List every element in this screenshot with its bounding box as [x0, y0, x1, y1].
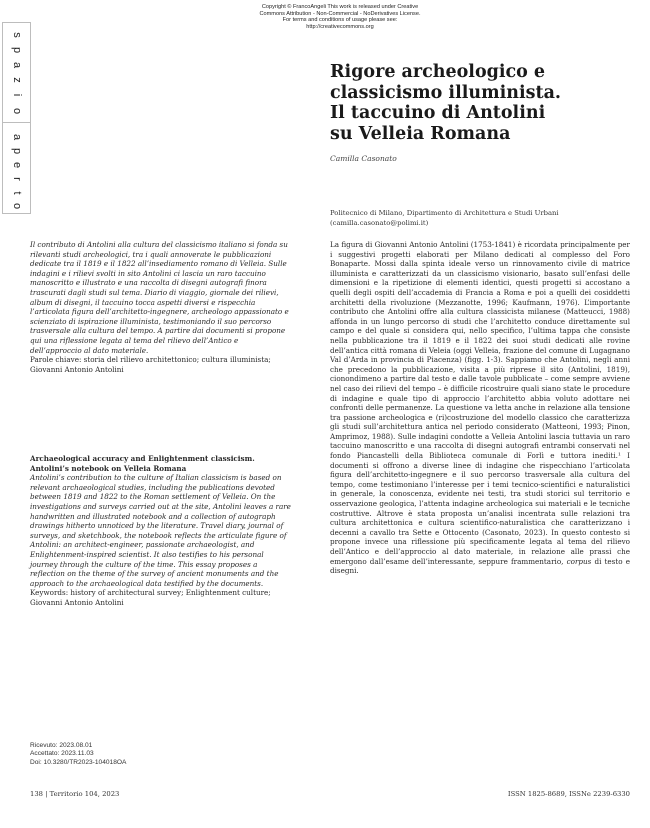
sidebar-letter: i: [11, 93, 23, 97]
sidebar-letter: a: [11, 133, 23, 141]
abstract-text: Antolini’s contribution to the culture of Italian classicism is based on relevant archaeological studies, including the publications devoted between 1819 and 1822 to the Roman settlement of Velleia. On the investigations and surveys carried out at the site, Antolini leaves a rare handwritten and illustrated notebook and a collection of autograph drawings hitherto unnoticed by the literature. Travel diary, journal of surveys, and sketchbook, the notebook reflects the articulate figure of Antolini: an architect-engineer, passionate archaeologist, and Enlightenment-inspired scientist. It also testifies to his personal journey through the culture of the time. This essay proposes a reflection on the theme of the survey of ancient monuments and the approach to the archaeological data testified by the documents.: [30, 473, 291, 588]
title-line: Rigore archeologico e: [330, 62, 546, 82]
abstract-italian: [30, 240, 292, 374]
copyright-line: Commons Attribution - Non-Commercial - NoDerivatives License.: [259, 10, 421, 17]
sidebar-letter: t: [11, 191, 23, 195]
received-date: Ricevuto: 2023.08.01: [30, 742, 93, 749]
abstract-keywords: Keywords: history of architectural survey; Enlightenment culture; Giovanni Antonio Antolini: [30, 588, 271, 607]
sidebar-letter: p: [11, 46, 23, 54]
affiliation-line: Politecnico di Milano, Dipartimento di Architettura e Studi Urbani: [330, 209, 559, 217]
author-name: Camilla Casonato: [330, 154, 397, 163]
title-line: su Velleia Romana: [330, 123, 511, 144]
copyright-notice: [250, 4, 430, 30]
body-text: [330, 240, 630, 576]
abstract-keywords: Parole chiave: storia del rilievo architettonico; cultura illuminista; Giovanni Antonio Antolini: [30, 355, 271, 374]
copyright-line: Copyright © FrancoAngeli This work is released under Creative: [261, 4, 419, 10]
sidebar-letter: z: [11, 77, 23, 83]
sidebar-letter: p: [11, 147, 23, 155]
body-end: di testo e disegni.: [330, 556, 631, 576]
copyright-line: For terms and conditions of usage please see:: [282, 17, 398, 23]
sidebar-letter: e: [11, 161, 23, 169]
body-italic-word: corpus: [566, 556, 592, 566]
sidebar-letter: o: [11, 202, 23, 210]
section-sidebar: [0, 22, 30, 214]
footer-page-journal: 138 | Territorio 104, 2023: [30, 790, 120, 798]
accepted-date: Accettato: 2023.11.03: [30, 750, 94, 758]
title-line: Il taccuino di Antolini: [330, 103, 546, 123]
sidebar-letter: r: [11, 177, 23, 181]
title-line: classicismo illuminista.: [330, 82, 562, 103]
copyright-link[interactable]: http://creativecommons.org: [306, 23, 374, 30]
sidebar-letter: a: [11, 61, 23, 69]
author-email[interactable]: (camilla.casonato@polimi.it): [330, 218, 429, 227]
doi[interactable]: Doi: 10.3280/TR2023-104018OA: [30, 758, 127, 766]
abstract-text: Il contributo di Antolini alla cultura del classicismo italiano si fonda su rilevanti studi archeologici, tra i quali annoverate le pubblicazioni dedicate tra il 1819 e il 1822 all’insediamento romano di Velleia. Sulle indagini e i rilievi svolti in sito Antolini ci lascia un raro taccuino manoscritto e illustrato e una raccolta di disegni autografi finora trascurati dagli studi sul tema. Diario di viaggio, giornale dei rilievi, album di disegni, il taccuino tocca aspetti diversi e rispecchia l’articolata figura dell’architetto-ingegnere, archeologo appassionato e scienziato di ispirazione illuminista, testimoniando il suo percorso trasversale alla cultura del tempo. A partire dai documenti si propone qui una riflessione legata al tema del rilievo dell’Antico e dell’approccio al dato materiale.: [30, 240, 289, 355]
sidebar-letter: o: [11, 107, 23, 115]
body-paragraph: [330, 240, 630, 576]
article-title: [330, 62, 630, 144]
sidebar-letter: s: [11, 32, 23, 38]
abstract-heading: Archaeological accuracy and Enlightenment classicism. Antolini’s notebook on Velleia Romana: [30, 454, 255, 473]
abstract-english: [30, 454, 292, 608]
article-dates: [30, 742, 126, 767]
body-main: La figura di Giovanni Antonio Antolini (1753-1841) è ricordata principalmente per i suggestivi progetti elaborati per Milano dedicati al complesso del Foro Bonaparte. Mossi dalla spinta ideale verso un rinnovamento civile di matrice illuminista e caratterizzati da un classicismo visionario, basato sull’enfasi delle dimensioni e la ripetizione di elementi identici, questi progetti si accostano a quelli degli ospiti dell’accademia di Francia a Roma e poi a quelli dei cosiddetti architetti della rivoluzione (Mezzanotte, 1996; Kaufmann, 1976). L’importante contributo che Antolini offre alla cultura classicista milanese (Matteucci, 1988) affonda in un lungo percorso di studi che l’architetto conduce direttamente sul campo e del quale si considera qui, nello specifico, l’ultima tappa che consiste nella pubblicazione tra il 1819 e il 1822 dei suoi studi dedicati alle rovine dell’antica città romana di Veleia (oggi Velleia, frazione del comune di Lugagnano Val d’Arda in provincia di Piacenza) (figg. 1-3). Sappiamo che Antolini, negli anni che precedono la pubblicazione, visita a più riprese il sito (Antolini, 1819), cionondimeno a partire dal testo e dalle tavole pubblicate – come sempre avviene nel caso dei rilievi del tempo – è difficile ricostruire quali siano state le procedure di indagine e quale tipo di approccio l’architetto abbia voluto adottare nei confronti delle permanenze. La questione va letta anche in relazione alla tensione tra passione archeologica e (ri)costruzione del modello classico che caratterizza gli studi sull’architettura antica nel periodo considerato (Matteoni, 1993; Pinon, Amprimoz, 1988). Sulle indagini condotte a Velleia Antolini lascia tuttavia un raro taccuino manoscritto e una raccolta di disegni autografi entrambi conservati nel fondo Piancastelli della Biblioteca comunale di Forlì e tuttora inediti.¹ I documenti si offrono a diverse linee di indagine che rispecchiano l’articolata figura dell’architetto-ingegnere e il suo percorso trasversale alla cultura del tempo, come testimoniano l’interesse per i temi tecnico-scientifici e naturalistici in generale, la conoscenza, evidente nei testi, tra studi storici sul territorio e osservazione geologica, l’attenta indagine archeologica sui materiali e le tecniche costruttive. Altrove è stata proposta un’analisi incentrata sulle relazioni tra cultura architettonica e cultura scientifico-naturalistica che caratterizzano i decenni a cavallo tra Sette e Ottocento (Casonato, 2023). In questo contesto si propone invece una riflessione più specificamente legata al tema del rilievo dell’Antico e dell’approccio al dato materiale, in relazione alle prassi che emergono dall’esame dell’interessante, seppure frammentario,: [330, 240, 630, 566]
footer-issn: ISSN 1825-8689, ISSNe 2239-6330: [507, 790, 630, 798]
author-affiliation: [330, 209, 630, 228]
